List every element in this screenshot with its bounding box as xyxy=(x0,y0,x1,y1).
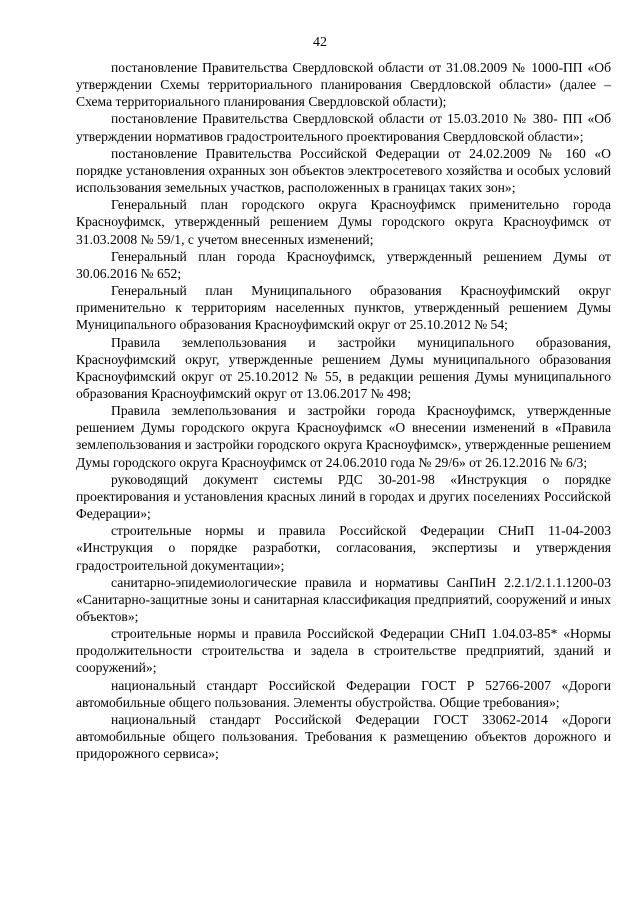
paragraph: Генеральный план Муниципального образования Красноуфимский округ применительно к территориям населенных пунктов, утвержденный решением Думы Муниципального образования Красноуфимский округ от 25.10.2012 № 54; xyxy=(76,283,611,333)
paragraph: Правила землепользования и застройки муниципального образования, Красноуфимский округ, утвержденные решением Думы муниципального образования Красноуфимский округ от 25.10.2012 № 55, в редакции решения Думы муниципального образования Красноуфимский округ от 13.06.2017 № 498; xyxy=(76,334,611,401)
paragraph: Правила землепользования и застройки города Красноуфимск, утвержденные решением Думы городского округа Красноуфимск «О внесении изменений в «Правила землепользования и застройки городского округа Красноуфимск», утвержденные решением Думы городского округа Красноуфимск от 24.06.2010 года № 29/6» от 26.12.2016 № 6/3; xyxy=(76,403,611,470)
document-body xyxy=(76,59,611,762)
paragraph: национальный стандарт Российской Федерации ГОСТ 33062-2014 «Дороги автомобильные общего пользования. Требования к размещению объектов дорожного и придорожного сервиса»; xyxy=(76,711,611,762)
paragraph: национальный стандарт Российской Федерации ГОСТ Р 52766-2007 «Дороги автомобильные общего пользования. Элементы обустройства. Общие требования»; xyxy=(76,677,611,710)
paragraph: постановление Правительства Свердловской области от 31.08.2009 № 1000-ПП «Об утверждении Схемы территориального планирования Свердловской области» (далее – Схема территориального планирования Свердловской области); xyxy=(76,60,611,110)
paragraph: строительные нормы и правила Российской Федерации СНиП 1.04.03-85* «Нормы продолжительности строительства и задела в строительстве предприятий, зданий и сооружений»; xyxy=(76,626,611,676)
paragraph: руководящий документ системы РДС 30-201-98 «Инструкция о порядке проектирования и установления красных линий в городах и других поселениях Российской Федерации»; xyxy=(76,471,611,522)
paragraph: Генеральный план города Красноуфимск, утвержденный решением Думы от 30.06.2016 № 652; xyxy=(76,248,611,281)
page-number: 42 xyxy=(313,35,327,50)
paragraph: строительные нормы и правила Российской Федерации СНиП 11-04-2003 «Инструкция о порядке разработки, согласования, экспертизы и утверждения градостроительной документации»; xyxy=(76,523,611,573)
paragraph: Генеральный план городского округа Красноуфимск применительно города Красноуфимск, утвержденный решением Думы городского округа Красноуфимск от 31.03.2008 № 59/1, с учетом внесенных изменений; xyxy=(76,197,611,247)
paragraph: постановление Правительства Российской Федерации от 24.02.2009 № 160 «О порядке установления охранных зон объектов электросетевого хозяйства и особых условий использования земельных участков, расположенных в границах таких зон»; xyxy=(76,145,611,196)
paragraph: постановление Правительства Свердловской области от 15.03.2010 № 380- ПП «Об утверждении нормативов градостроительного проектирования Свердловской области»; xyxy=(76,111,611,144)
paragraph: санитарно-эпидемиологические правила и нормативы СанПиН 2.2.1/2.1.1.1200-03 «Санитарно-защитные зоны и санитарная классификация предприятий, сооружений и иных объектов»; xyxy=(76,574,611,624)
